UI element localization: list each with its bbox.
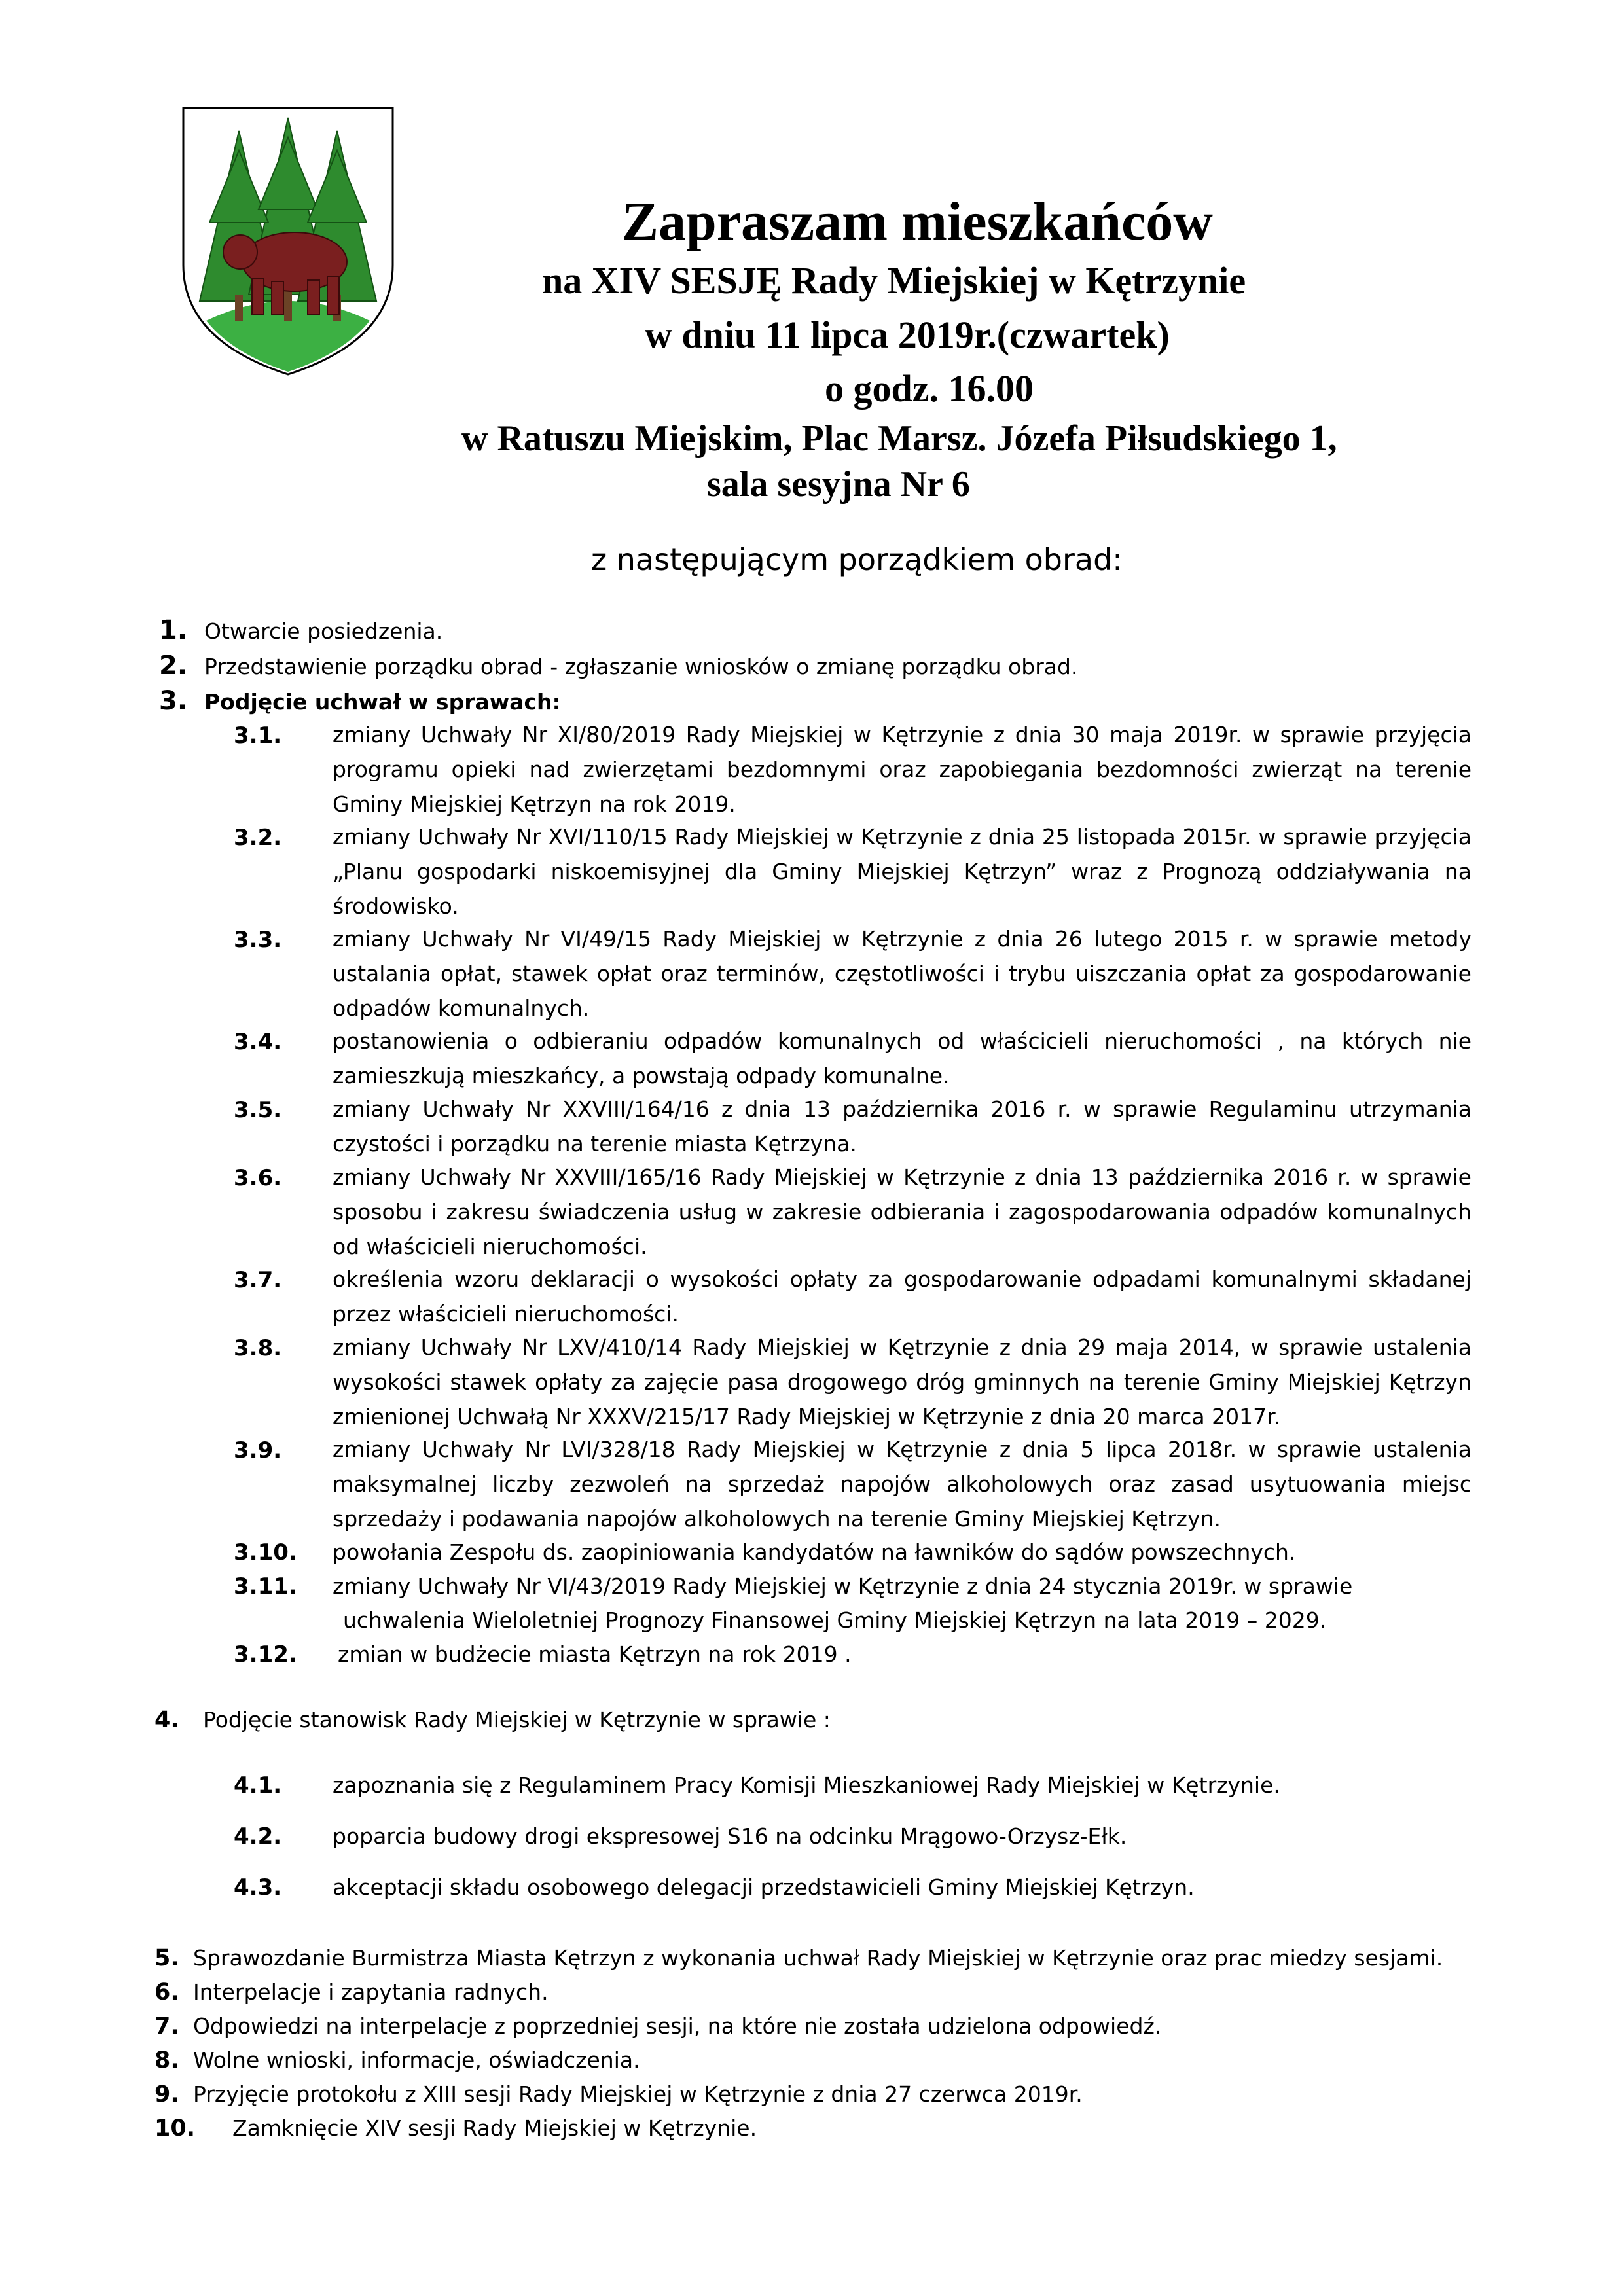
session-location: w Ratuszu Miejskim, Plac Marsz. Józefa Piłsudskiego 1,: [461, 418, 1337, 459]
agenda-subitem-text: zmiany Uchwały Nr XXVIII/165/16 Rady Miejskiej w Kętrzynie z dnia 13 października 2016 r. w sprawie sposobu i zakresu świadczenia usług w zakresie odbierania i zagospodarowania odpadów komunalnych od właścicieli nieruchomości.: [333, 1164, 1471, 1259]
agenda-subitem-text-continued: uchwalenia Wieloletniej Prognozy Finansowej Gminy Miejskiej Kętrzyn na lata 2019 – 2029.: [343, 1607, 1327, 1633]
agenda-subitem-number: 3.8.: [234, 1335, 282, 1361]
agenda-subitem-number: 3.6.: [234, 1165, 282, 1191]
agenda-subitem-text: zmiany Uchwały Nr XI/80/2019 Rady Miejskiej w Kętrzynie z dnia 30 maja 2019r. w sprawie przyjęcia programu opieki nad zwierzętami bezdomnymi oraz zapobiegania bezdomności zwierząt na terenie Gminy Miejskiej Kętrzyn na rok 2019.: [333, 722, 1471, 817]
agenda-subitem-number: 3.2.: [234, 825, 282, 851]
agenda-item-number: 4.: [154, 1707, 179, 1733]
agenda-item-text: Interpelacje i zapytania radnych.: [193, 1979, 549, 2005]
agenda-intro: z następującym porządkiem obrad:: [591, 542, 1123, 577]
agenda-subitem-text: postanowienia o odbieraniu odpadów komunalnych od właścicieli nieruchomości , na których nie zamieszkują mieszkańcy, a powstają odpady komunalne.: [333, 1028, 1471, 1088]
agenda-item-number: 5.: [154, 1945, 179, 1971]
agenda-item-text: Zamknięcie XIV sesji Rady Miejskiej w Kętrzynie.: [232, 2115, 757, 2141]
agenda-subitem-text: zmiany Uchwały Nr VI/43/2019 Rady Miejskiej w Kętrzynie z dnia 24 stycznia 2019r. w sprawie: [333, 1573, 1353, 1599]
invitation-title: Zapraszam mieszkańców: [622, 191, 1213, 252]
agenda-subitem-number: 3.9.: [234, 1437, 282, 1463]
agenda-subitem-text: akceptacji składu osobowego delegacji przedstawicieli Gminy Miejskiej Kętrzyn.: [333, 1874, 1195, 1900]
agenda-subitem-number: 3.3.: [234, 927, 282, 953]
agenda-subitem-text: zmiany Uchwały Nr VI/49/15 Rady Miejskiej w Kętrzynie z dnia 26 lutego 2015 r. w sprawie metody ustalania opłat, stawek opłat oraz terminów, częstotliwości i trybu uiszczania opłat za gospodarowanie odpadów komunalnych.: [333, 926, 1471, 1021]
agenda-subitem-text: zapoznania się z Regulaminem Pracy Komisji Mieszkaniowej Rady Miejskiej w Kętrzynie.: [333, 1772, 1280, 1798]
agenda-item-number: 8.: [154, 2047, 179, 2073]
agenda-subitem-number: 4.3.: [234, 1874, 282, 1901]
agenda-item-number: 2.: [159, 651, 188, 681]
agenda-item-text: Podjęcie uchwał w sprawach:: [204, 689, 561, 715]
agenda-item-number: 7.: [154, 2013, 179, 2039]
session-date: w dniu 11 lipca 2019r.(czwartek): [645, 314, 1170, 356]
agenda-item-text: Podjęcie stanowisk Rady Miejskiej w Kętrzynie w sprawie :: [203, 1707, 831, 1732]
agenda-subitem-number: 3.4.: [234, 1029, 282, 1055]
session-room: sala sesyjna Nr 6: [707, 464, 970, 505]
agenda-item-number: 1.: [159, 615, 188, 645]
agenda-subitem-text: powołania Zespołu ds. zaopiniowania kandydatów na ławników do sądów powszechnych.: [333, 1539, 1296, 1565]
agenda-subitem-text: poparcia budowy drogi ekspresowej S16 na odcinku Mrągowo-Orzysz-Ełk.: [333, 1823, 1127, 1849]
agenda-subitem-number: 3.5.: [234, 1097, 282, 1123]
agenda-item-number: 6.: [154, 1979, 179, 2005]
agenda-subitem-number: 3.1.: [234, 723, 282, 749]
agenda-subitem-number: 3.7.: [234, 1267, 282, 1293]
session-time: o godz. 16.00: [825, 367, 1034, 410]
agenda-item-text: Przedstawienie porządku obrad - zgłaszanie wniosków o zmianę porządku obrad.: [204, 654, 1078, 679]
agenda-subitem-number: 4.1.: [234, 1772, 282, 1799]
agenda-subitem-number: 3.11.: [234, 1573, 297, 1600]
agenda-subitem-text: określenia wzoru deklaracji o wysokości opłaty za gospodarowanie odpadami komunalnymi składanej przez właścicieli nieruchomości.: [333, 1266, 1471, 1327]
agenda-subitem-number: 3.10.: [234, 1539, 297, 1566]
agenda-subitem-text: zmiany Uchwały Nr LXV/410/14 Rady Miejskiej w Kętrzynie z dnia 29 maja 2014, w sprawie ustalenia wysokości stawek opłaty za zajęcie pasa drogowego dróg gminnych na terenie Gminy Miejskiej Kętrzyn zmienionej Uchwałą Nr XXXV/215/17 Rady Miejskiej w Kętrzynie z dnia 20 marca 2017r.: [333, 1335, 1471, 1429]
agenda-item-text: Otwarcie posiedzenia.: [204, 619, 443, 644]
agenda-item-number: 10.: [154, 2115, 196, 2142]
agenda-item-text: Wolne wnioski, informacje, oświadczenia.: [193, 2047, 640, 2073]
agenda-item-number: 9.: [154, 2081, 179, 2108]
agenda-subitem-text: zmiany Uchwały Nr LVI/328/18 Rady Miejskiej w Kętrzynie z dnia 5 lipca 2018r. w sprawie ustalenia maksymalnej liczby zezwoleń na sprzedaż napojów alkoholowych oraz zasad usytuowania miejsc sprzedaży i podawania napojów alkoholowych na terenie Gminy Miejskiej Kętrzyn.: [333, 1437, 1471, 1532]
agenda-subitem-text: zmiany Uchwały Nr XVI/110/15 Rady Miejskiej w Kętrzynie z dnia 25 listopada 2015r. w sprawie przyjęcia „Planu gospodarki niskoemisyjnej dla Gminy Miejskiej Kętrzyn” wraz z Prognozą oddziaływania na środowisko.: [333, 824, 1471, 919]
agenda-item-number: 3.: [159, 686, 188, 716]
agenda-subitem-text: zmiany Uchwały Nr XXVIII/164/16 z dnia 13 października 2016 r. w sprawie Regulaminu utrzymania czystości i porządku na terenie miasta Kętrzyna.: [333, 1096, 1471, 1157]
agenda-item-text: Odpowiedzi na interpelacje z poprzedniej sesji, na które nie została udzielona odpowiedź.: [193, 2013, 1162, 2039]
agenda-item-text: Przyjęcie protokołu z XIII sesji Rady Miejskiej w Kętrzynie z dnia 27 czerwca 2019r.: [193, 2081, 1083, 2107]
agenda-item-text: Sprawozdanie Burmistrza Miasta Kętrzyn z wykonania uchwał Rady Miejskiej w Kętrzynie oraz prac miedzy sesjami.: [193, 1945, 1443, 1971]
session-name: na XIV SESJĘ Rady Miejskiej w Kętrzynie: [542, 259, 1246, 302]
agenda-subitem-number: 3.12.: [234, 1641, 297, 1668]
agenda-subitem-text: zmian w budżecie miasta Kętrzyn na rok 2019 .: [338, 1641, 852, 1667]
agenda-subitem-number: 4.2.: [234, 1823, 282, 1850]
